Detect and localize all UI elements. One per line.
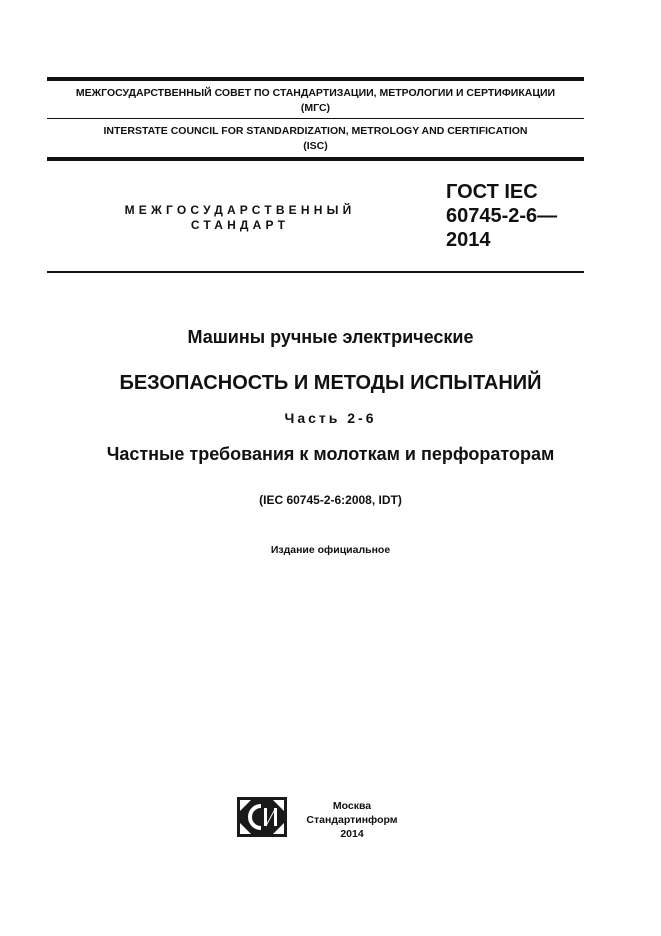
publisher-name: Стандартинформ (306, 814, 398, 826)
council-en-abbr: (ISC) (303, 140, 328, 152)
publisher-year: 2014 (340, 828, 364, 840)
interstate-label-line1: МЕЖГОСУДАРСТВЕННЫЙ (124, 203, 356, 217)
document-subject: Машины ручные электрические (187, 327, 474, 347)
council-en-line1: INTERSTATE COUNCIL FOR STANDARDIZATION, METROLOGY AND CERTIFICATION (103, 125, 528, 137)
standartinform-logo-icon (237, 797, 287, 837)
iec-reference: (IEC 60745-2-6:2008, IDT) (259, 493, 402, 507)
top-rule-thick (47, 77, 584, 81)
designation-rule (47, 271, 584, 273)
standard-designation (446, 180, 557, 252)
interstate-standard-label (100, 203, 380, 233)
publisher-block (300, 799, 404, 841)
document-part: Часть 2-6 (284, 410, 377, 426)
document-title: БЕЗОПАСНОСТЬ И МЕТОДЫ ИСПЫТАНИЙ (119, 372, 542, 394)
council-ru-abbr: (МГС) (300, 102, 331, 114)
publisher-city: Москва (332, 800, 372, 812)
council-ru-line1: МЕЖГОСУДАРСТВЕННЫЙ СОВЕТ ПО СТАНДАРТИЗАЦИИ, МЕТРОЛОГИИ И СЕРТИФИКАЦИИ (75, 87, 556, 99)
designation-line2: 60745-2-6— (446, 205, 558, 227)
council-ru (47, 86, 584, 116)
designation-line3: 2014 (446, 229, 491, 251)
council-en (47, 124, 584, 154)
edition-note: Издание официальное (270, 544, 391, 556)
header-divider (47, 118, 584, 119)
interstate-label-line2: СТАНДАРТ (190, 218, 290, 232)
designation-line1: ГОСТ IEC (446, 181, 538, 203)
header-bottom-rule-thick (47, 157, 584, 161)
document-subtitle: Частные требования к молоткам и перфораторам (106, 444, 555, 464)
